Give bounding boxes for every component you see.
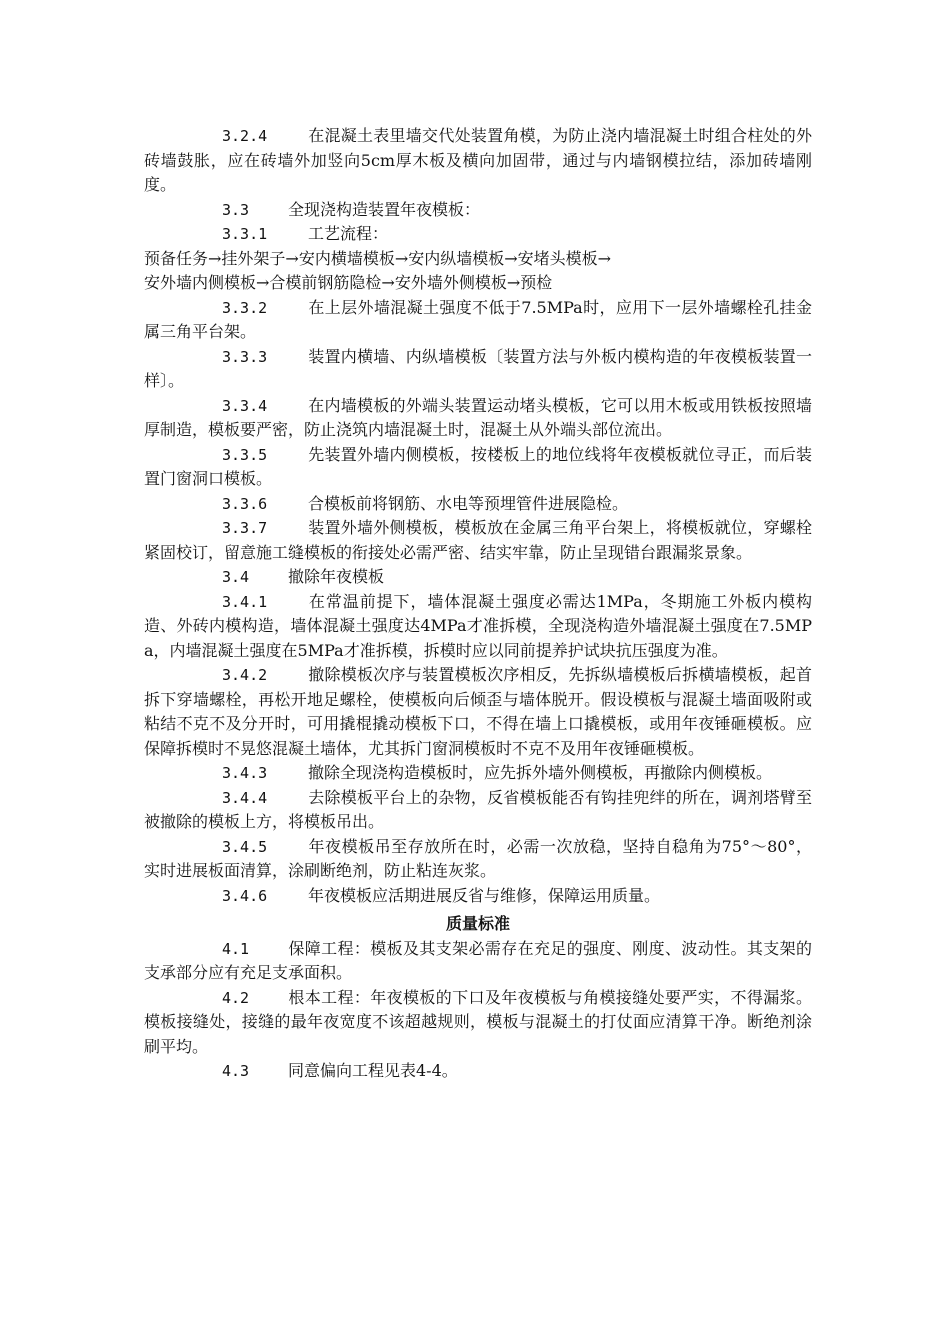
paragraph (144, 884, 812, 909)
clause-text: 年夜模板吊至存放所在时，必需一次放稳，坚持自稳角为75°～80°，实时进展板面清算，涂刷断绝剂，防止粘连灰浆。 (144, 836, 812, 880)
clause-text: 装置外墙外侧模板，模板放在金属三角平台架上，将模板就位，穿螺栓紧固校订，留意施工缝模板的衔接处必需严密、结实牢靠，防止呈现错台跟漏浆景象。 (144, 518, 812, 562)
paragraph (144, 124, 812, 198)
clause-text: 工艺流程： (308, 224, 389, 243)
paragraph (144, 296, 812, 345)
clause-text: 去除模板平台上的杂物，反省模板能否有钩挂兜绊的所在，调剂塔臂至被撤除的模板上方，将模板吊出。 (144, 787, 812, 831)
paragraph (144, 937, 812, 986)
clause-number: 3.3.6 (222, 494, 268, 513)
clause-number: 3.3.7 (222, 519, 268, 537)
section-heading: 质量标准 (445, 914, 510, 933)
clause-text: 合模板前将钢筋、水电等预埋管件进展隐检。 (308, 493, 629, 513)
paragraph (144, 761, 812, 786)
paragraph (144, 394, 812, 443)
paragraph (144, 222, 812, 247)
clause-text: 在上层外墙混凝土强度不低于7.5MPa时，应用下一层外墙螺栓孔挂金属三角平台架。 (144, 297, 812, 341)
clause-text: 在混凝土表里墙交代处装置角模，为防止浇内墙混凝土时组合柱处的外砖墙鼓胀，应在砖墙外加竖向5cm厚木板及横向加固带，通过与内墙钢模拉结，添加砖墙刚度。 (144, 126, 812, 194)
clause-text: 装置内横墙、内纵墙模板〔装置方法与外板内模构造的年夜模板装置一样〕。 (144, 346, 812, 390)
clause-text: 年夜模板应活期进展反省与维修，保障运用质量。 (308, 885, 661, 905)
clause-text: 保障工程：模板及其支架必需存在充足的强度、刚度、波动性。其支架的支承部分应有充足支承面积。 (144, 938, 812, 982)
clause-text: 撤除模板次序与装置模板次序相反，先拆纵墙模板后拆横墙模板，起首拆下穿墙螺栓，再松开地足螺栓，使模板向后倾歪与墙体脱开。假设模板与混凝土墙面吸附或粘结不克不及分开时，可用撬棍撬动模板下口，不得在墙上口撬模板，或用年夜锤砸模板。应保障拆模时不晃悠混凝土墙体，尤其拆门窗洞模板时不克不及用年夜锤砸模板。 (144, 665, 812, 758)
clause-number: 3.3.2 (222, 298, 268, 317)
clause-number: 3.4.2 (222, 666, 268, 684)
flow-line: 预备任务→挂外架子→安内横墙模板→安内纵墙模板→安堵头模板→ (144, 248, 612, 268)
clause-number: 3.4.5 (222, 837, 268, 856)
clause-number: 3.3 (222, 200, 250, 219)
clause-number: 3.3.4 (222, 396, 268, 415)
clause-number: 3.4 (222, 568, 250, 586)
paragraph (144, 786, 812, 835)
clause-text: 在常温前提下，墙体混凝土强度必需达1MPa，冬期施工外板内模构造、外砖内模构造，墙体混凝土强度达4MPa才准拆模，全现浇构造外墙混凝土强度在7.5MPa，内墙混凝土强度在5MPa才准拆模，拆模时应以同前提养护试块抗压强度为准。 (144, 591, 812, 660)
clause-text: 撤除年夜模板 (288, 567, 385, 586)
flow-line: 安外墙内侧模板→合模前钢筋隐检→安外墙外侧模板→预检 (144, 273, 553, 292)
paragraph (144, 198, 812, 223)
clause-number: 3.4.4 (222, 788, 268, 807)
clause-number: 4.2 (222, 988, 250, 1007)
clause-text: 先装置外墙内侧模板，按楼板上的地位线将年夜模板就位寻正，而后装置门窗洞口模板。 (144, 444, 812, 488)
paragraph (144, 835, 812, 884)
paragraph (144, 1059, 812, 1084)
paragraph (144, 986, 812, 1060)
clause-number: 3.4.6 (222, 886, 268, 905)
clause-number: 4.3 (222, 1062, 250, 1080)
paragraph (144, 663, 812, 761)
clause-number: 3.2.4 (222, 127, 268, 145)
clause-number: 4.1 (222, 939, 250, 958)
section-3-3-3-4 (144, 296, 812, 909)
paragraph (144, 565, 812, 590)
clause-text: 撤除全现浇构造模板时，应先拆外墙外侧模板，再撤除内侧模板。 (308, 763, 773, 782)
section-4 (144, 937, 812, 1084)
process-flow (144, 247, 812, 296)
paragraph (144, 516, 812, 565)
clause-number: 3.3.1 (222, 225, 268, 243)
clause-number: 3.4.3 (222, 764, 268, 782)
clause-text: 同意偏向工程见表4-4。 (288, 1061, 458, 1080)
paragraph (144, 492, 812, 517)
clause-number: 3.3.5 (222, 445, 268, 464)
clause-text: 全现浇构造装置年夜模板： (288, 199, 481, 219)
clause-number: 3.4.1 (222, 592, 268, 611)
paragraph (144, 443, 812, 492)
paragraph (144, 590, 812, 664)
section-3-3 (144, 124, 812, 247)
clause-text: 在内墙模板的外端头装置运动堵头模板，它可以用木板或用铁板按照墙厚制造，模板要严密，防止浇筑内墙混凝土时，混凝土从外端头部位流出。 (144, 395, 812, 439)
document-page (144, 124, 812, 1084)
clause-number: 3.3.3 (222, 347, 268, 366)
paragraph (144, 345, 812, 394)
clause-text: 根本工程：年夜模板的下口及年夜模板与角模接缝处要严实，不得漏浆。模板接缝处，接缝的最年夜宽度不该超越规则，模板与混凝土的打仗面应清算干净。断绝剂涂刷平均。 (144, 987, 812, 1056)
